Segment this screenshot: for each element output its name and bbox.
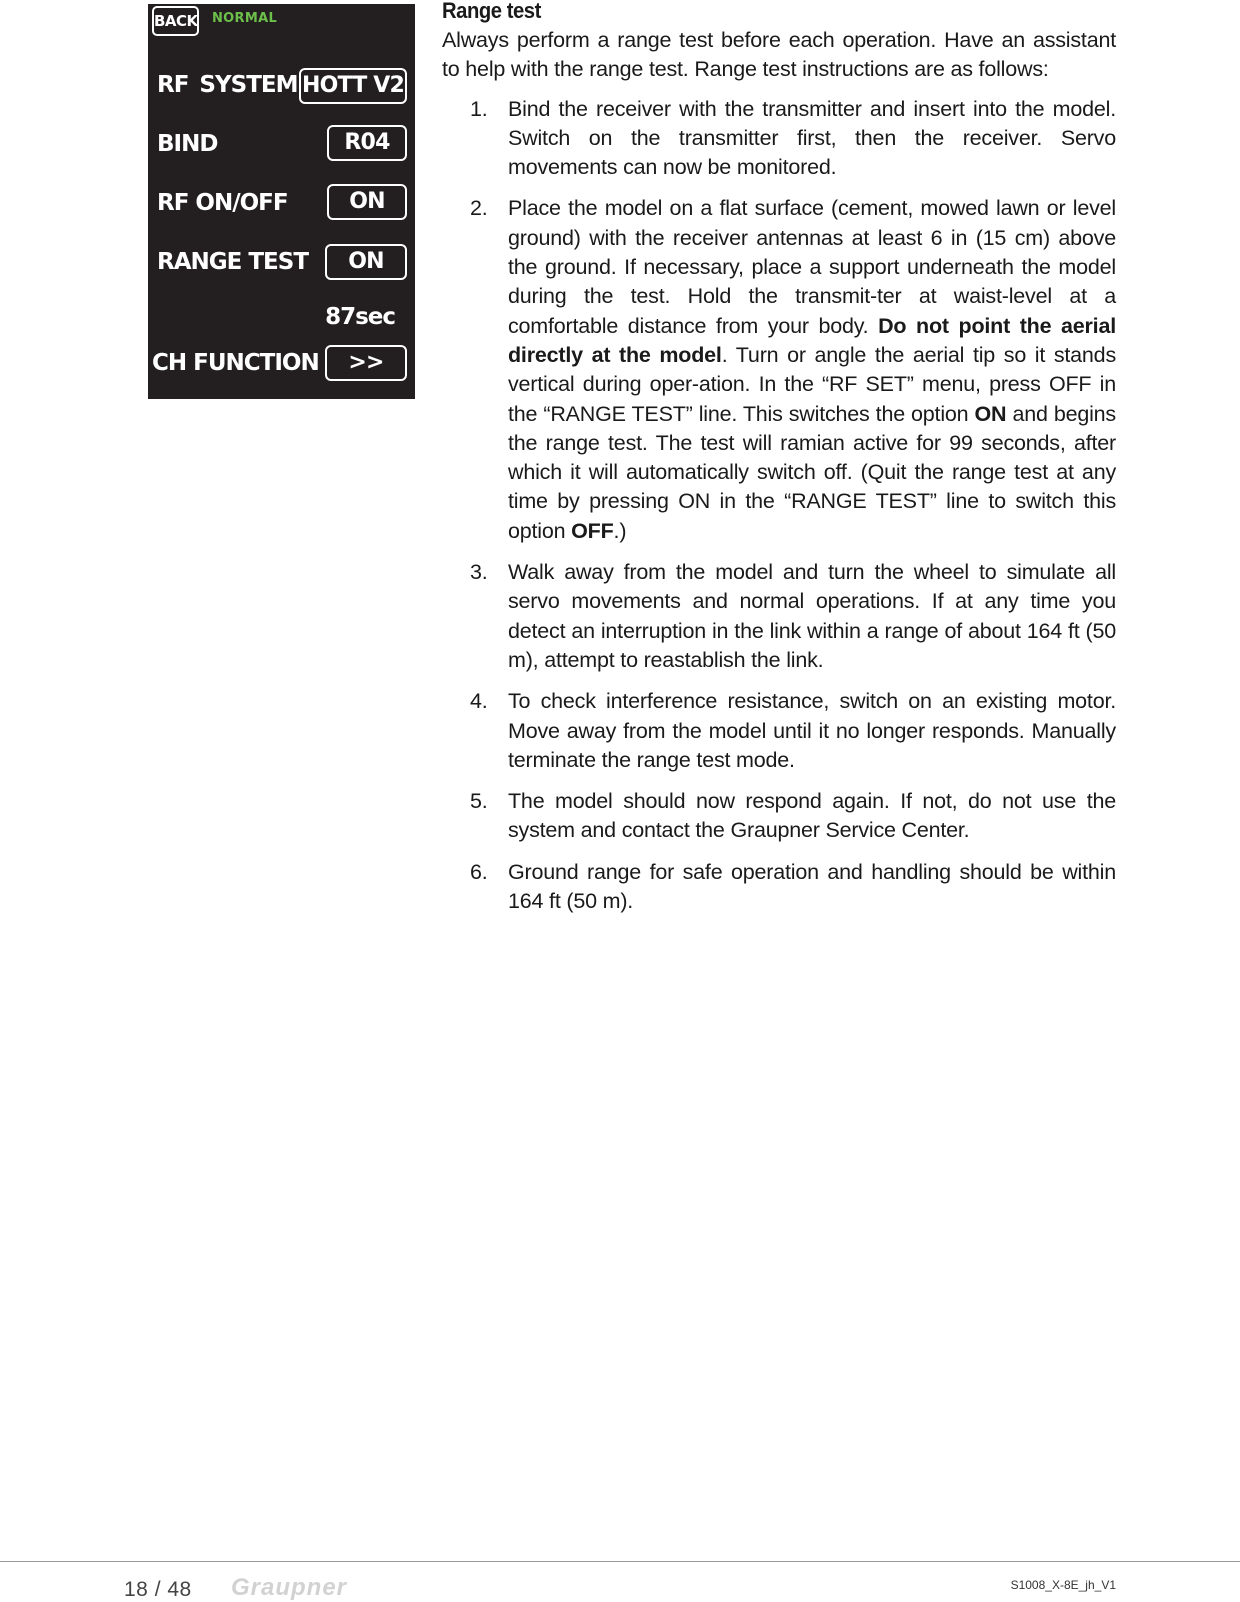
- step-text: The model should now respond again. If not, do not use the system and contact the Graupner Service Center.: [508, 789, 1116, 843]
- document-id: S1008_X-8E_jh_V1: [1010, 1578, 1116, 1592]
- step-text: Bind the receiver with the transmitter and insert into the model. Switch on the transmitter first, then the receiver. Servo movements can now be monitored.: [508, 96, 1116, 180]
- option-off: OFF: [571, 518, 614, 543]
- footer-divider: [0, 1561, 1240, 1562]
- step-number: 2.: [470, 196, 488, 221]
- rf-system-value-button[interactable]: HOTT V2: [299, 68, 407, 104]
- brand-logo: Graupner: [231, 1574, 348, 1601]
- step-text: Walk away from the model and turn the wheel to simulate all servo movements and normal operations. If at any time you detect an interruption in the link within a range of about 164 ft (50 m), attempt to reastablish the link.: [508, 560, 1116, 672]
- step-number: 5.: [470, 789, 488, 814]
- list-item: [442, 787, 1116, 846]
- step-warning: Do not point the aerial directly at the model: [508, 313, 1116, 367]
- option-on: ON: [974, 401, 1007, 426]
- section-title: Range test: [442, 0, 541, 23]
- step-text: Place the model on a flat surface (cement, mowed lawn or level ground) with the receiver antennas at least 6 in (15 cm) above the ground. If necessary, place a support underneath the model during the test. Hold the transmit-ter at waist-level at a comfortable distance from your body.: [508, 196, 1116, 338]
- rf-onoff-value-button[interactable]: ON: [327, 184, 407, 220]
- range-test-timer: 87sec: [325, 304, 395, 330]
- ch-function-button[interactable]: >>: [325, 345, 407, 381]
- step-list: [442, 95, 1116, 917]
- step-text: . Turn or angle the aerial tip so it stands vertical during oper-ation. In the “RF SET” menu, press OFF in the “RANGE TEST” line. This switches the option: [508, 342, 1116, 426]
- rf-system-label: RF SYSTEM: [157, 72, 298, 98]
- step-text: To check interference resistance, switch on an existing motor. Move away from the model until it no longer responds. Manually terminate the range test mode.: [508, 689, 1116, 772]
- step-number: 4.: [470, 689, 488, 714]
- list-item: [442, 687, 1116, 775]
- list-item: [442, 194, 1116, 546]
- list-item: [442, 95, 1116, 183]
- step-number: 6.: [470, 859, 488, 884]
- mode-label: NORMAL: [212, 11, 278, 26]
- ch-function-label: CH FUNCTION: [152, 350, 319, 376]
- device-screen: [148, 4, 415, 399]
- back-button[interactable]: BACK: [152, 6, 199, 36]
- step-number: 1.: [470, 96, 488, 121]
- section-intro: Always perform a range test before each operation. Have an assistant to help with the range test. Range test instructions are as follows:: [442, 28, 1116, 82]
- list-item: [442, 858, 1116, 917]
- step-number: 3.: [470, 560, 488, 585]
- range-test-value-button[interactable]: ON: [325, 244, 407, 280]
- page-number: 18 / 48: [124, 1578, 192, 1601]
- bind-label: BIND: [157, 131, 218, 157]
- bind-value-button[interactable]: R04: [327, 125, 407, 161]
- step-text: .): [613, 518, 627, 543]
- list-item: [442, 558, 1116, 675]
- step-text: and begins the range test. The test will ramian active for 99 seconds, after which it will automatically switch off. (Quit the range test at any time by pressing ON in the “RANGE TEST” line to switch this option: [508, 401, 1116, 543]
- range-test-label: RANGE TEST: [157, 249, 309, 275]
- section-content: [442, 0, 1116, 928]
- step-text: Ground range for safe operation and handling should be within 164 ft (50 m).: [508, 859, 1116, 914]
- rf-onoff-label: RF ON/OFF: [157, 190, 288, 216]
